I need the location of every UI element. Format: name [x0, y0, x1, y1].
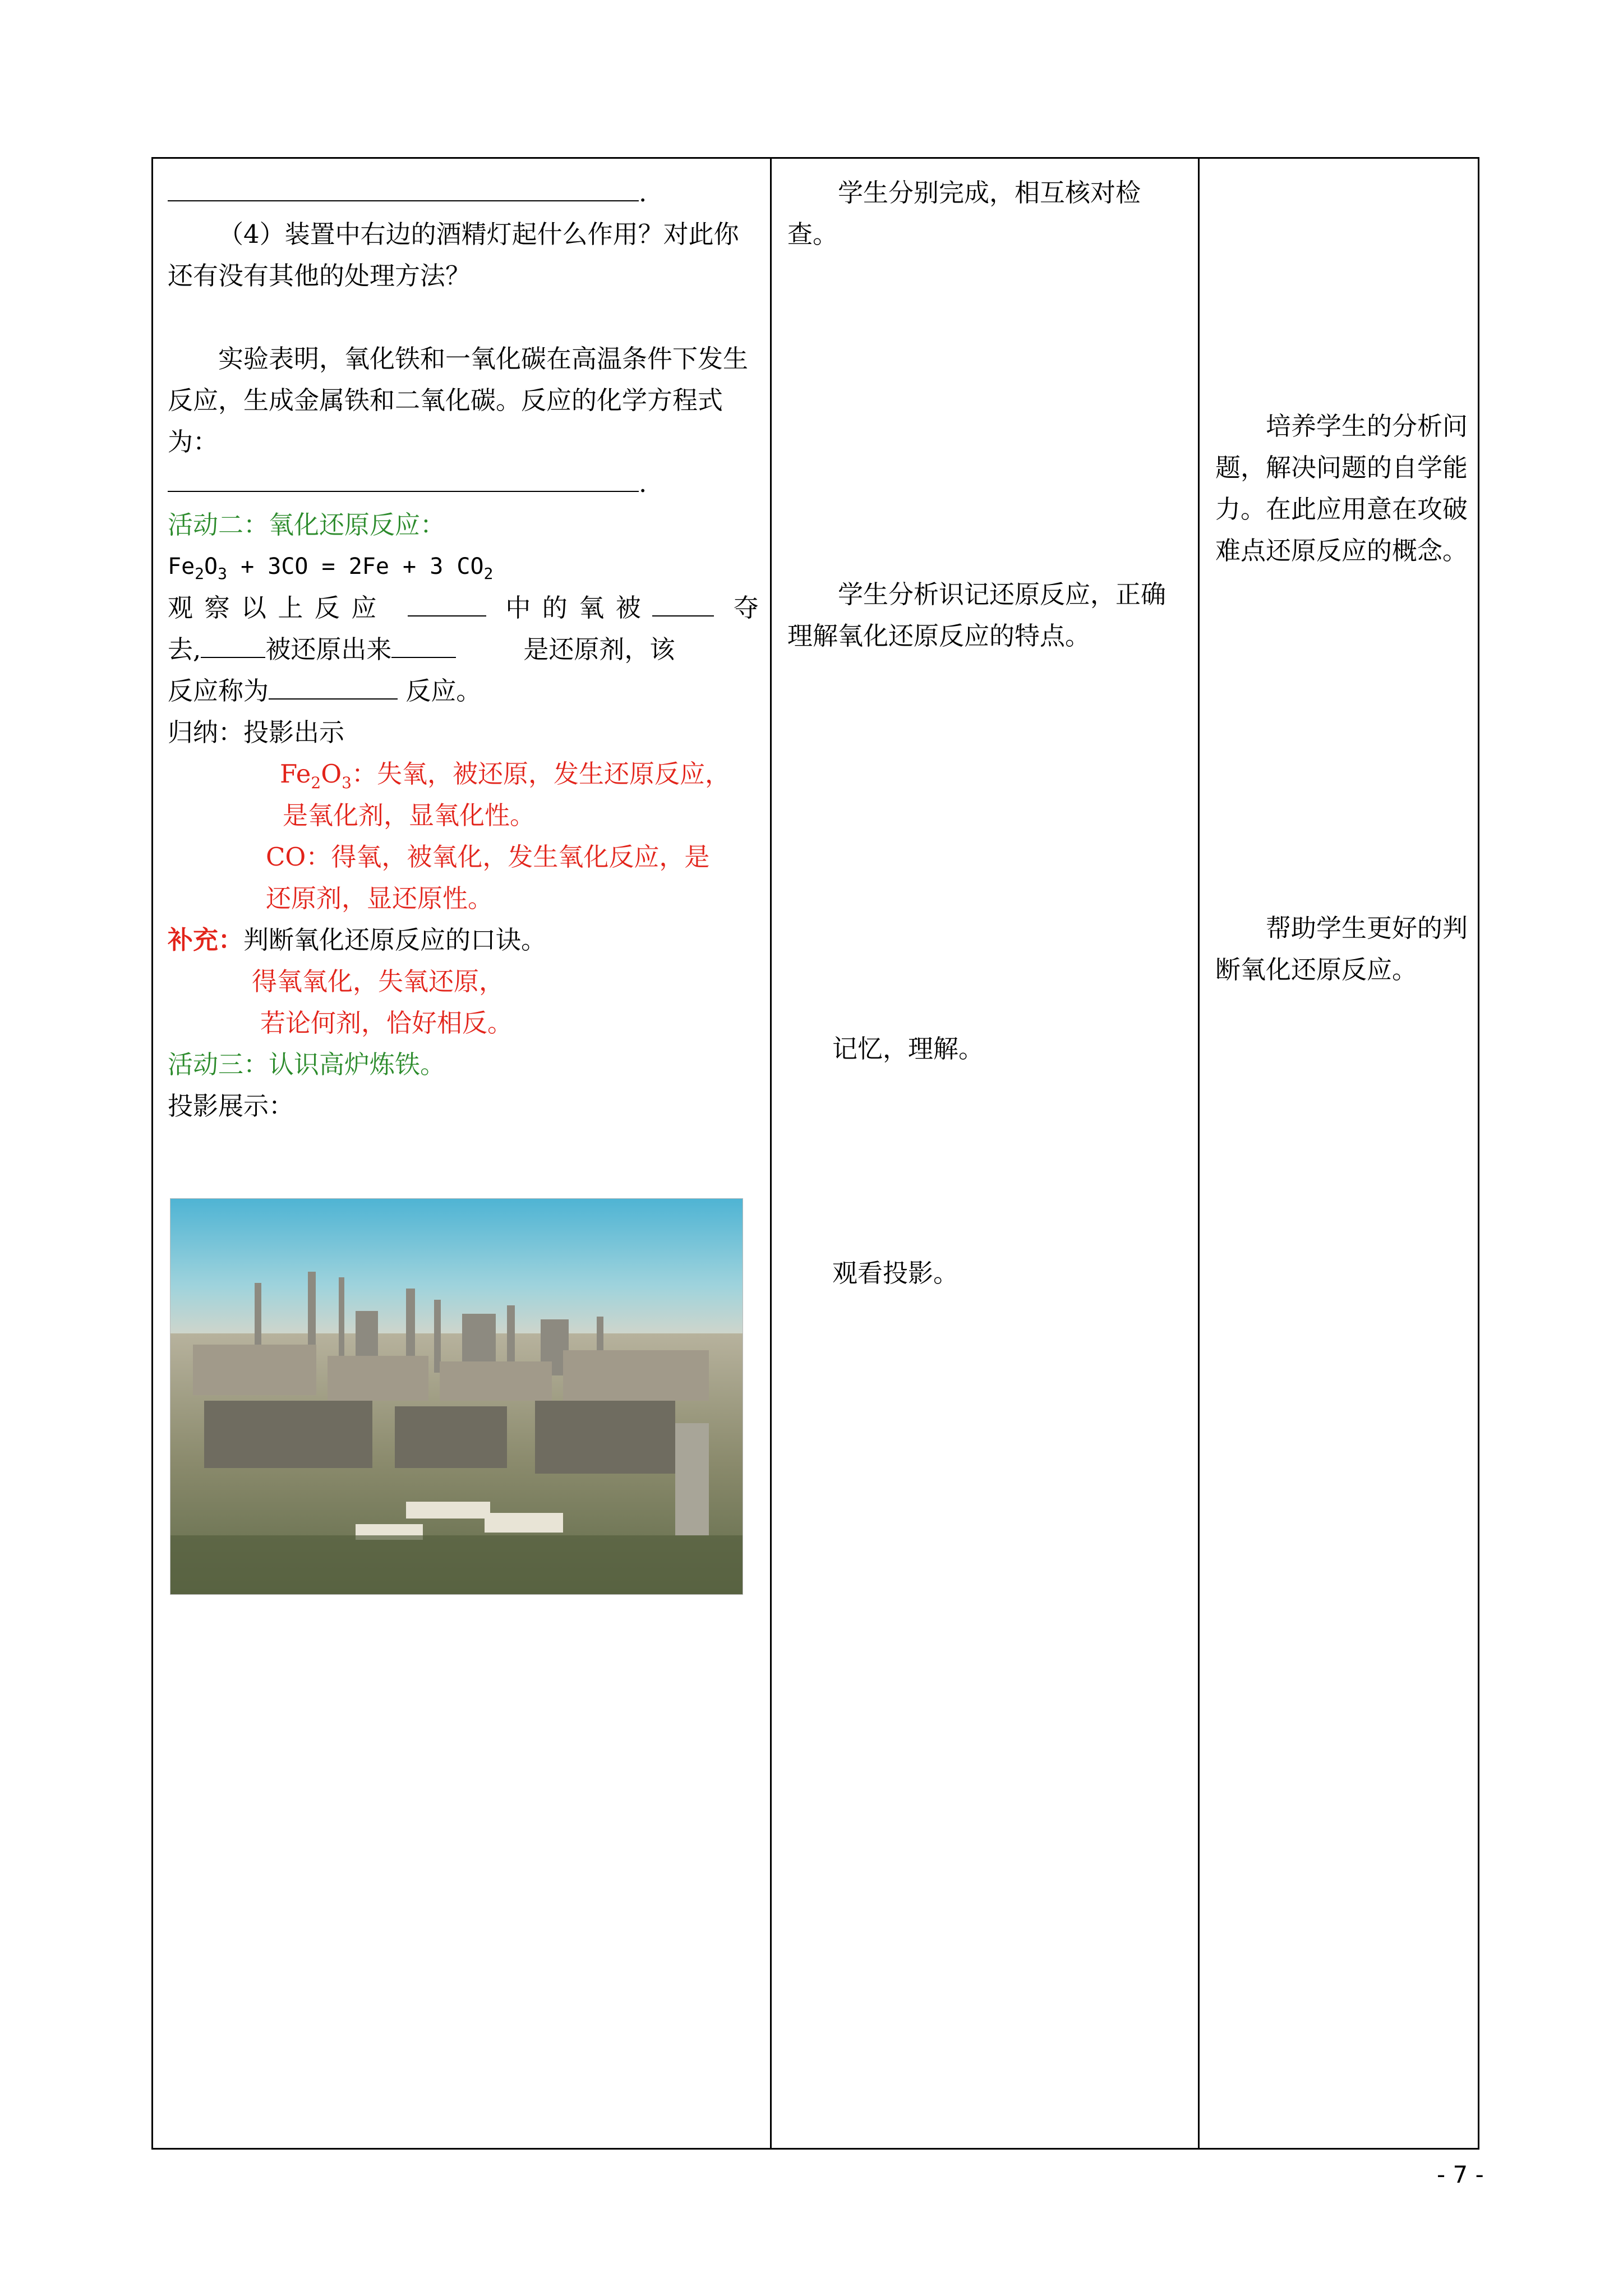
rhyme-line-2: 若论何剂，恰好相反。 [260, 1008, 513, 1038]
intent-text-1: 培养学生的分析问题，解决问题的自学能力。在此应用意在攻破难点还原反应的概念。 [1215, 411, 1468, 565]
reaction-equation: $Fe_2O_3 + 3CO = 2Fe + 3$ $CO_2$ [168, 554, 494, 583]
design-intent-column [1200, 159, 1480, 2148]
rhyme-line-1: 得氧氧化，失氧还原， [252, 967, 505, 996]
observe-line-3: 反应称为 反应。 [168, 670, 759, 712]
equation-answer-line: . [168, 463, 759, 504]
student-text-4: 观看投影。 [832, 1258, 959, 1288]
observe-line-1: 观察以上反应 中的氧被 夺 [168, 587, 759, 629]
intent-text-2: 帮助学生更好的判断氧化还原反应。 [1215, 913, 1468, 984]
student-text-2: 学生分析识记还原反应，正确理解氧化还原反应的特点。 [787, 579, 1166, 651]
teacher-activity-column [153, 159, 770, 2148]
activity-2-title: 活动二：氧化还原反应： [168, 510, 446, 540]
page-number: - 7 - [1437, 2161, 1484, 2188]
student-activity-column [772, 159, 1198, 2148]
supplement: 补充：判断氧化还原反应的口诀。 [168, 925, 547, 955]
co-summary-cont: 还原剂，显还原性。 [266, 884, 494, 913]
co-summary: CO：得氧，被氧化，发生氧化反应，是 [266, 842, 710, 872]
question-4: （4）装置中右边的酒精灯起什么作用？对此你还有没有其他的处理方法？ [168, 219, 739, 291]
summary-label: 归纳：投影出示 [168, 717, 345, 747]
experiment-result: 实验表明，氧化铁和一氧化碳在高温条件下发生反应，生成金属铁和二氧化碳。反应的化学方程式为： [168, 344, 749, 457]
observe-line-2: 去, 被还原出来 是还原剂，该 [168, 629, 759, 670]
activity-3-title: 活动三：认识高炉炼铁。 [168, 1050, 446, 1079]
student-text-3: 记忆，理解。 [832, 1034, 984, 1064]
student-text-1: 学生分别完成，相互核对检查。 [787, 178, 1141, 249]
blast-furnace-plant-photo [170, 1198, 743, 1595]
lesson-table [151, 157, 1479, 2150]
answer-line: . [168, 172, 759, 214]
fe2o3-summary-cont: 是氧化剂，显氧化性。 [283, 800, 536, 830]
fe2o3-summary: $Fe_2O_3$：失氧，被还原，发生还原反应， [280, 759, 730, 792]
projection-label: 投影展示： [168, 1091, 294, 1121]
